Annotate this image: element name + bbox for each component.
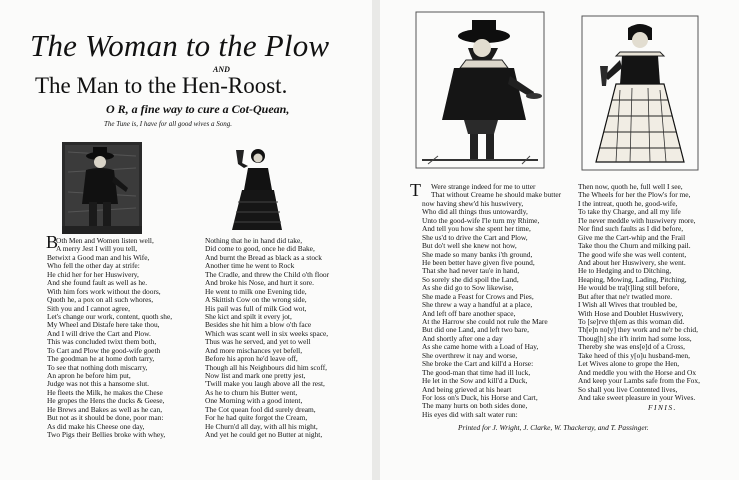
verse-line: And take sweet pleasure in your Wives. — [578, 392, 696, 402]
verse-line: And about her Huswivery, she went. — [578, 257, 686, 267]
verse-line: As did make his Cheese one day, — [47, 421, 145, 431]
verse-line: With Hose and Doublet Huswivery, — [578, 308, 684, 318]
verse-line: Who did all things thus untowardly, — [422, 207, 528, 217]
verse-line: The Cot quean fool did surely dream, — [205, 404, 316, 414]
verse-line: But after that ne'r twatled more. — [578, 291, 673, 301]
verse-line: Were strange indeed for me to utter — [431, 182, 536, 191]
verse-line: Th[e]n no[y] they work and ne'r be chid, — [578, 325, 698, 335]
verse-line: A merry Jest I will you tell, — [56, 244, 138, 254]
dropcap-t: T — [410, 180, 421, 200]
verse-line: I the intreat, quoth he, good-wife, — [578, 198, 678, 208]
left-column-2 — [205, 237, 329, 440]
verse-line: Let's change our work, content, quoth she, — [47, 311, 173, 321]
verse-line: To [se]rve th[em as this woman did. — [578, 317, 685, 326]
left-column-1 — [47, 237, 172, 440]
verse-line: Now list and mark one pretty jest, — [205, 371, 306, 380]
verse-line: She overthrew it nay and worse, — [422, 350, 518, 360]
verse-line: He been better have given five pound, — [422, 257, 535, 267]
verse-line: He gropes the Hens the ducks & Geese, — [47, 396, 165, 406]
imprint: Printed for J. Wright, J. Clarke, W. Thackeray, and T. Passinger. — [458, 423, 649, 432]
verse-line: And keep your Lambs safe from the Fox, — [578, 376, 700, 386]
verse-line: The good-man that time had ill luck, — [422, 367, 531, 377]
verse-line: So sorely she did spoil the Land, — [422, 274, 519, 284]
verse-line: And shortly after one a day — [422, 333, 503, 343]
title-and: AND — [213, 65, 230, 74]
verse-line: To Cart and Plow the good-wife goeth — [47, 345, 161, 355]
verse-line: Then now, quoth he, full well I see, — [578, 182, 683, 191]
verse-line: And she found fault as well as he. — [47, 278, 148, 288]
verse-line: Thereby she was ens[e]d of a Cross, — [578, 342, 685, 352]
verse-line: As she came home with a Load of Hay, — [422, 342, 539, 352]
verse-line: The Cradle, and threw the Child o'th floor — [205, 269, 330, 279]
verse-line: The goodman he at home doth tarry, — [47, 354, 155, 364]
verse-line: For loss on's Duck, his Horse and Cart, — [422, 392, 538, 402]
verse-line: And left off bare another space, — [422, 308, 516, 318]
verse-line: Thoug[h] she it'h inrim had some loss, — [578, 333, 692, 343]
verse-line: The Wheels for her the Plow's for me, — [578, 190, 691, 200]
verse-line: To see that nothing doth miscarry, — [47, 362, 148, 372]
verse-line: Besides she hit him a blow o'th face — [205, 320, 312, 330]
verse-line: She made so many banks i'th ground, — [422, 249, 533, 259]
right-column-2 — [578, 183, 700, 402]
verse-line: Which was scant well in six weeks space, — [205, 328, 329, 338]
verse-line: Nothing that he in hand did take, — [205, 236, 303, 245]
verse-line: Take heed of this y[o]u husband-men, — [578, 350, 690, 360]
verse-line: That without Creame he should make butter — [431, 190, 562, 200]
verse-line: That she had never tau'e in hand, — [422, 266, 520, 276]
verse-line: He Churn'd all day, with all his might, — [205, 421, 318, 431]
verse-line: Sith you and I cannot agree, — [47, 303, 130, 313]
verse-line: She kict and spilt it every jot, — [205, 311, 292, 321]
verse-line: And more mischances yet befell, — [205, 345, 303, 355]
verse-line: 'Twill make you laugh above all the rest, — [205, 379, 325, 389]
verse-line: Though all his Neighbours did him scoff, — [205, 362, 328, 372]
woodcut-cavalier — [414, 10, 546, 170]
verse-line: But did one Land, and left two bare, — [422, 325, 529, 335]
verse-line: He Brews and Bakes as well as he can, — [47, 404, 163, 414]
verse-line: For he had quite forgot the Cream, — [205, 413, 308, 423]
verse-line: Did come to good, once he did Bake, — [205, 244, 315, 254]
verse-line: But do't well she knew not how, — [422, 241, 517, 251]
verse-line: now having shew'd his huswivery, — [422, 198, 524, 208]
verse-line: And meddle you with the Horse and Ox — [578, 367, 697, 377]
verse-line: At the Harrow she could not rule the Mare — [422, 317, 548, 326]
verse-line: So shall you live Contented lives, — [578, 384, 678, 394]
woodcut-woman — [224, 142, 286, 234]
verse-line: Let Wives alone to grope the Hen, — [578, 359, 680, 369]
verse-line: Judge was not this a hansome slut. — [47, 379, 150, 389]
verse-line: She us'd to drive the Cart and Plow, — [422, 232, 528, 242]
title-line-2: The Man to the Hen-Roost. — [35, 73, 288, 98]
verse-line: As he to churn his Butter went, — [205, 387, 298, 397]
verse-line: And tell you how she spent her time, — [422, 224, 531, 234]
verse-line: As she did go to Sow likewise, — [422, 283, 514, 293]
verse-line: Quoth he, a pox on all such whores, — [47, 295, 154, 305]
right-column-1 — [422, 183, 561, 419]
verse-line: He went to milk one Evening tide, — [205, 286, 307, 296]
page-gutter — [372, 0, 380, 480]
verse-line: With him fors work without the doors, — [47, 286, 161, 296]
verse-line: He let in the Sow and kill'd a Duck, — [422, 376, 528, 386]
verse-line: I'le never meddle with huswivery more, — [578, 215, 696, 225]
verse-line: She made a Feast for Crows and Pies, — [422, 291, 534, 301]
verse-line: And broke his Nose, and hurt it sore. — [205, 278, 314, 288]
verse-line: Another time he went to Rock — [205, 261, 295, 271]
verse-line: Take thou the Churn and milking pail. — [578, 241, 691, 251]
verse-line: And I will drive the Cart and Plow. — [47, 328, 151, 338]
verse-line: Two Pigs their Bellies broke with whey, — [47, 430, 166, 440]
verse-line: She broke the Cart and kill'd a Horse: — [422, 359, 534, 369]
verse-line: Thus was he served, and yet to well — [205, 337, 311, 347]
verse-line: One Morning with a good intent, — [205, 396, 303, 406]
title-line-1: The Woman to the Plow — [30, 28, 330, 63]
verse-line: He would be tra[t]ling still before, — [578, 283, 680, 293]
subtitle: O R, a fine way to cure a Cot-Quean, — [106, 102, 290, 116]
verse-line: Before his apron he'd leave off, — [205, 354, 298, 364]
verse-line: She threw a way a handful at a place, — [422, 300, 533, 310]
dropcap-b: B — [46, 232, 59, 252]
tune-line: The Tune is, I have for all good wives a Song. — [104, 120, 232, 128]
verse-line: The many hurts on both sides done, — [422, 401, 528, 411]
verse-line: Unto the good-wife I'le turn my Rhime, — [422, 215, 540, 225]
verse-line: And being grieved at his heart — [422, 384, 512, 394]
verse-line: A Skittish Cow on the wrong side, — [205, 295, 307, 305]
verse-line: Who fell the other day at strife: — [47, 261, 140, 271]
verse-line: And yet he could get no Butter at night, — [205, 430, 323, 440]
right-page — [380, 0, 739, 480]
verse-line: Betwixt a Good man and his Wife, — [47, 252, 150, 262]
verse-line: Nor find such faults as I did before, — [578, 224, 684, 234]
woodcut-man — [62, 142, 142, 234]
verse-line: Heaping, Mowing, Lading, Pitching, — [578, 274, 687, 284]
verse-line: An apron he before him put, — [47, 371, 131, 380]
verse-line: I Wish all Wives that troubled be, — [578, 300, 678, 310]
verse-line: He chid her for her Huswivery, — [47, 269, 139, 279]
verse-line: And burnt the Bread as black as a stock — [205, 252, 322, 262]
verse-line: My Wheel and Distafe here take thou, — [47, 320, 160, 330]
verse-line: Oth Men and Women listen well, — [56, 236, 154, 245]
verse-line: But not as it should be done, poor man: — [47, 413, 164, 423]
verse-line: His pail was full of milk God wot, — [205, 303, 307, 313]
finis: FINIS. — [648, 403, 677, 412]
woodcut-lady — [580, 14, 700, 172]
verse-line: To take thy Charge, and all my life — [578, 207, 681, 217]
verse-line: He fleets the Milk, he makes the Chese — [47, 387, 163, 397]
verse-line: The good wife she was well content, — [578, 249, 687, 259]
verse-line: Give me the Cart-whip and the Frail — [578, 232, 686, 242]
verse-line: His eyes did with salt water run: — [422, 409, 518, 419]
verse-line: He to Hedging and to Ditching, — [578, 266, 672, 276]
verse-line: This was concluded twixt them both, — [47, 337, 157, 347]
